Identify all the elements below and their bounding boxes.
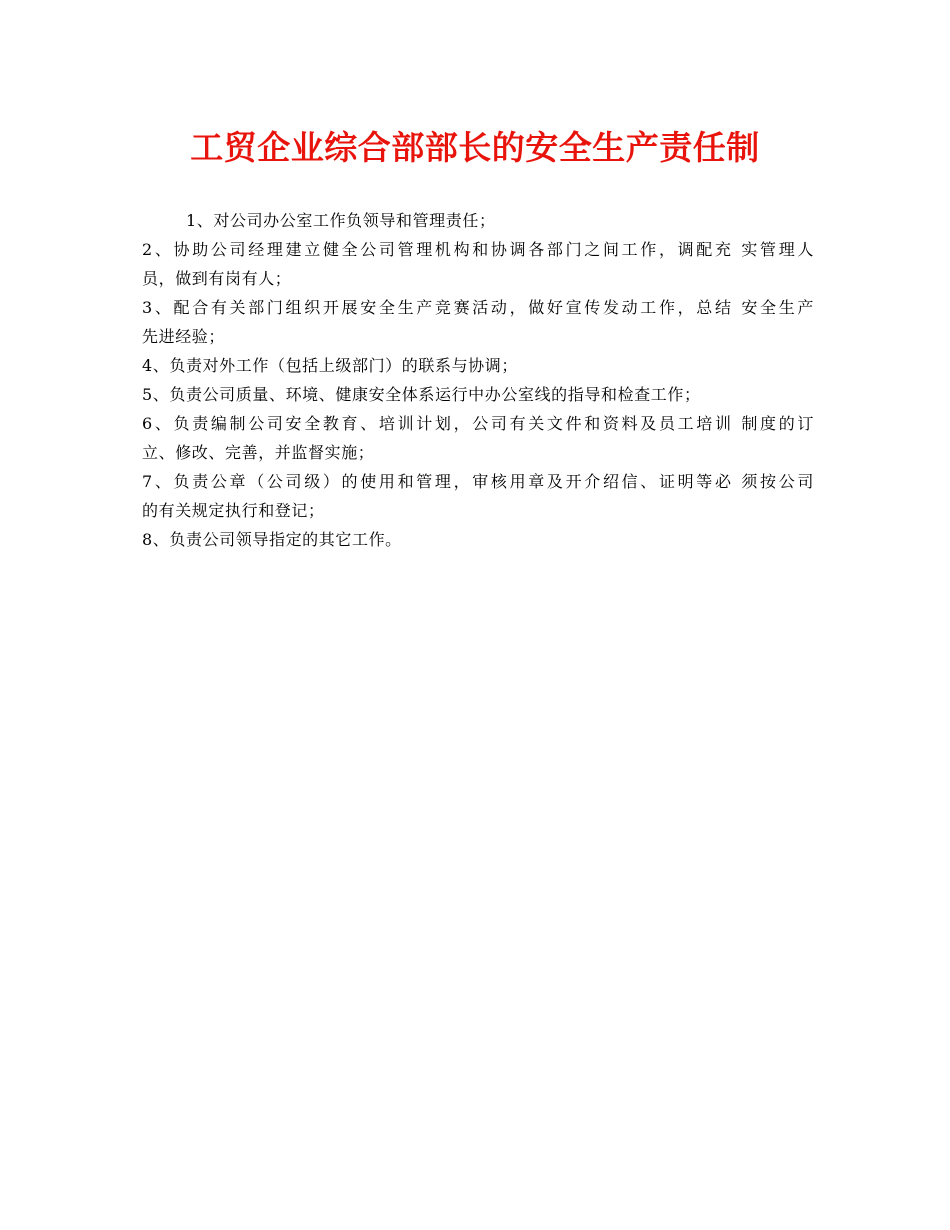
body-line-item-3-part-2: 先进经验； bbox=[142, 327, 226, 346]
body-line-item-6-part-1: 6、负责编制公司安全教育、培训计划，公司有关文件和资料及员工培训 制度的订 bbox=[142, 414, 814, 433]
body-line-item-2-part-2: 员，做到有岗有人； bbox=[142, 269, 292, 288]
body-line-item-2-part-1: 2、协助公司经理建立健全公司管理机构和协调各部门之间工作，调配充 实管理人 bbox=[142, 240, 814, 259]
body-line-item-7-part-1: 7、负责公章（公司级）的使用和管理，审核用章及开介绍信、证明等必 须按公司 bbox=[142, 472, 814, 491]
body-line-item-3-part-1: 3、配合有关部门组织开展安全生产竞赛活动，做好宣传发动工作，总结 安全生产 bbox=[142, 298, 814, 317]
body-line-item-6-part-2: 立、修改、完善，并监督实施； bbox=[142, 443, 375, 462]
body-line-item-4: 4、负责对外工作（包括上级部门）的联系与协调； bbox=[142, 356, 518, 375]
body-line-item-8: 8、负责公司领导指定的其它工作。 bbox=[142, 530, 402, 549]
body-line-item-5: 5、负责公司质量、环境、健康安全体系运行中办公室线的指导和检查工作； bbox=[142, 385, 701, 404]
body-line-item-1: 1、对公司办公室工作负领导和管理责任； bbox=[186, 211, 496, 230]
body-line-item-7-part-2: 的有关规定执行和登记； bbox=[142, 501, 325, 520]
document-title: 工贸企业综合部部长的安全生产责任制 bbox=[190, 128, 760, 167]
document-body bbox=[142, 206, 814, 554]
